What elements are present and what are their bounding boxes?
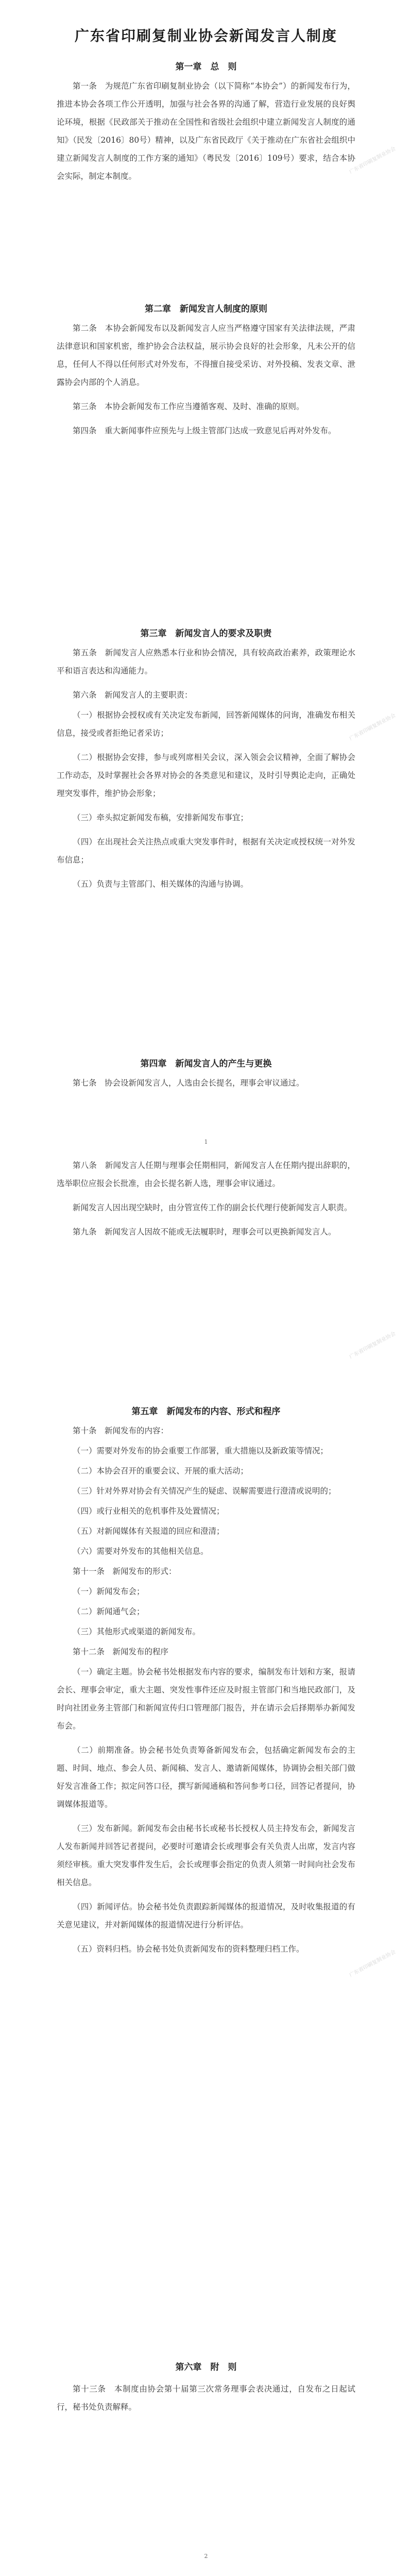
document-title: 广东省印刷复制业协会新闻发言人制度	[74, 27, 337, 44]
article-7: 第七条 协会设新闻发言人，人选由会长提名，理事会审议通过。	[73, 1078, 304, 1088]
chapter-6-body	[57, 2380, 355, 2422]
article-6-item-4: （四）在出现社会关注热点或重大突发事件时，根据有关决定或授权统一对外发布信息；	[57, 837, 355, 865]
watermark: 广东省印刷复制业协会	[348, 1949, 397, 1978]
chapter-2-heading: 第二章 新闻发言人制度的原则	[145, 304, 267, 314]
article-12: 第十二条 新闻发布的程序	[73, 1647, 169, 1656]
article-10-item-5: （五）对新闻媒体有关报道的回应和澄清；	[73, 1527, 225, 1536]
article-8: 第八条 新闻发言人任期与理事会任期相同，新闻发言人在任期内提出辞职的，选举职位应报会长批准，由会长提名新人选，理事会审议通过。	[57, 1161, 355, 1188]
article-13: 第十三条 本制度由协会第十届第三次常务理事会表决通过，自发布之日起试行，秘书处负责解释。	[57, 2384, 355, 2412]
page-number: 1	[204, 1139, 208, 1145]
watermark: 广东省印刷复制业协会	[348, 713, 397, 742]
article-11-item-1: （一）新闻发布会；	[73, 1587, 145, 1596]
chapter-1-body	[57, 77, 355, 192]
chapter-3-heading: 第三章 新闻发言人的要求及职责	[140, 629, 272, 639]
article-8-note: 新闻发言人因出现空缺时，由分管宣传工作的副会长代理行使新闻发言人职责。	[73, 1203, 352, 1212]
article-6-item-3: （三）牵头拟定新闻发布稿，安排新闻发布事宜；	[73, 813, 249, 822]
chapter-3-body	[57, 644, 355, 900]
article-10-item-3: （三）针对外界对协会有关情况产生的疑虑、误解需要进行澄清或说明的；	[73, 1486, 336, 1496]
chapter-5-body	[57, 1422, 355, 1964]
chapter-6-heading: 第六章 附 则	[175, 2362, 237, 2372]
article-12-item-5: （五）资料归档。协会秘书处负责新闻发布的资料整理归档工作。	[73, 1944, 304, 1954]
chapter-4-body-continued	[57, 1157, 355, 1247]
chapter-2-body	[57, 319, 355, 446]
chapter-1-heading: 第一章 总 则	[175, 62, 237, 72]
page-number-2: 2	[204, 2553, 208, 2560]
chapter-4-body	[57, 1074, 355, 1098]
watermark: 广东省印刷复制业协会	[348, 146, 397, 175]
article-12-item-4: （四）新闻评估。协会秘书处负责跟踪新闻媒体的报道情况，及时收集报道的有关意见建议，并对新闻媒体的报道情况进行分析评估。	[57, 1902, 355, 1929]
article-10: 第十条 新闻发布的内容：	[73, 1426, 169, 1435]
article-9: 第九条 新闻发言人因故不能或无法履职时，理事会可以更换新闻发言人。	[73, 1227, 336, 1236]
chapter-5-heading: 第五章 新闻发布的内容、形式和程序	[131, 1406, 281, 1417]
article-6: 第六条 新闻发言人的主要职责：	[73, 690, 193, 700]
article-10-item-6: （六）需要对外发布的其他相关信息。	[73, 1547, 209, 1556]
article-12-item-2: （二）前期准备。协会秘书处负责筹备新闻发布会，包括确定新闻发布会的主题、时间、地点、参会人员、新闻稿、发言人、邀请新闻媒体，协调协会相关部门做好发言准备工作；拟定问答口径，撰写新闻通稿和答问参考口径，回答记者提问，协调媒体报道等。	[57, 1745, 355, 1809]
article-1: 第一条 为规范广东省印刷复制业协会（以下简称“本协会”）的新闻发布行为，推进本协会各项工作公开透明，加强与社会各界的沟通了解，营造行业发展的良好舆论环境，根据《民政部关于推动在全国性和省级社会组织中建立新闻发言人制度的通知》（民发〔2016〕80号）精神，以及广东省民政厅《关于推动在广东省社会组织中建立新闻发言人制度的工作方案的通知》（粤民发〔2016〕109号）要求，结合本协会实际，制定本制度。	[57, 81, 355, 181]
article-10-item-2: （二）本协会召开的重要会议、开展的重大活动；	[73, 1466, 249, 1476]
article-11: 第十一条 新闻发布的形式：	[73, 1567, 177, 1576]
article-3: 第三条 本协会新闻发布工作应当遵循客观、及时、准确的原则。	[73, 402, 304, 411]
article-12-item-1: （一）确定主题。协会秘书处根据发布内容的要求，编制发布计划和方案，报请会长、理事会审定，重大主题、突发性事件还应及时报主管部门和当地民政部门，及时向社团业务主管部门和新闻宣传归口管理部门报告，并在请示会后择期举办新闻发布会。	[57, 1667, 355, 1731]
article-10-item-1: （一）需要对外发布的协会重要工作部署，重大措施以及新政策等情况；	[73, 1446, 329, 1455]
article-12-item-3: （三）发布新闻。新闻发布会由秘书长或秘书长授权人员主持发布会，新闻发言人发布新闻并回答记者提问，必要时可邀请会长或理事会有关负责人出席，发言内容须经审核。重大突发事件发生后，会长或理事会指定的负责人须第一时间向社会发布相关信息。	[57, 1824, 355, 1887]
article-4: 第四条 重大新闻事件应预先与上级主管部门达成一致意见后再对外发布。	[73, 426, 336, 435]
article-6-item-1: （一）根据协会授权或有关决定发布新闻，回答新闻媒体的问询，准确发布相关信息，接受或者拒绝记者采访；	[57, 710, 355, 738]
article-2: 第二条 本协会新闻发布以及新闻发言人应当严格遵守国家有关法律法规，严肃法律意识和国家机密，维护协会合法权益，展示协会良好的社会形象，凡未公开的信息，任何人不得以任何形式对外发布，不得擅自接受采访、对外投稿、发表文章、泄露协会内部的个人消息。	[57, 324, 355, 387]
article-11-item-2: （二）新闻通气会；	[73, 1607, 145, 1616]
article-11-item-3: （三）其他形式或渠道的新闻发布。	[73, 1627, 201, 1636]
watermark: 广东省印刷复制业协会	[348, 1331, 397, 1360]
article-6-item-2: （二）根据协会安排，参与或列席相关会议，深入领会会议精神，全面了解协会工作动态，及时掌握社会各界对协会的各类意见和建议，及时引导舆论走向，正确处理突发事件，维护协会形象；	[57, 753, 355, 798]
article-10-item-4: （四）或行业相关的危机事件及处置情况；	[73, 1506, 225, 1516]
article-6-item-5: （五）负责与主管部门、相关媒体的沟通与协调。	[73, 879, 249, 889]
article-5: 第五条 新闻发言人应熟悉本行业和协会情况，具有较高政治素养，政策理论水平和语言表达和沟通能力。	[57, 648, 355, 675]
chapter-4-heading: 第四章 新闻发言人的产生与更换	[140, 1059, 272, 1069]
